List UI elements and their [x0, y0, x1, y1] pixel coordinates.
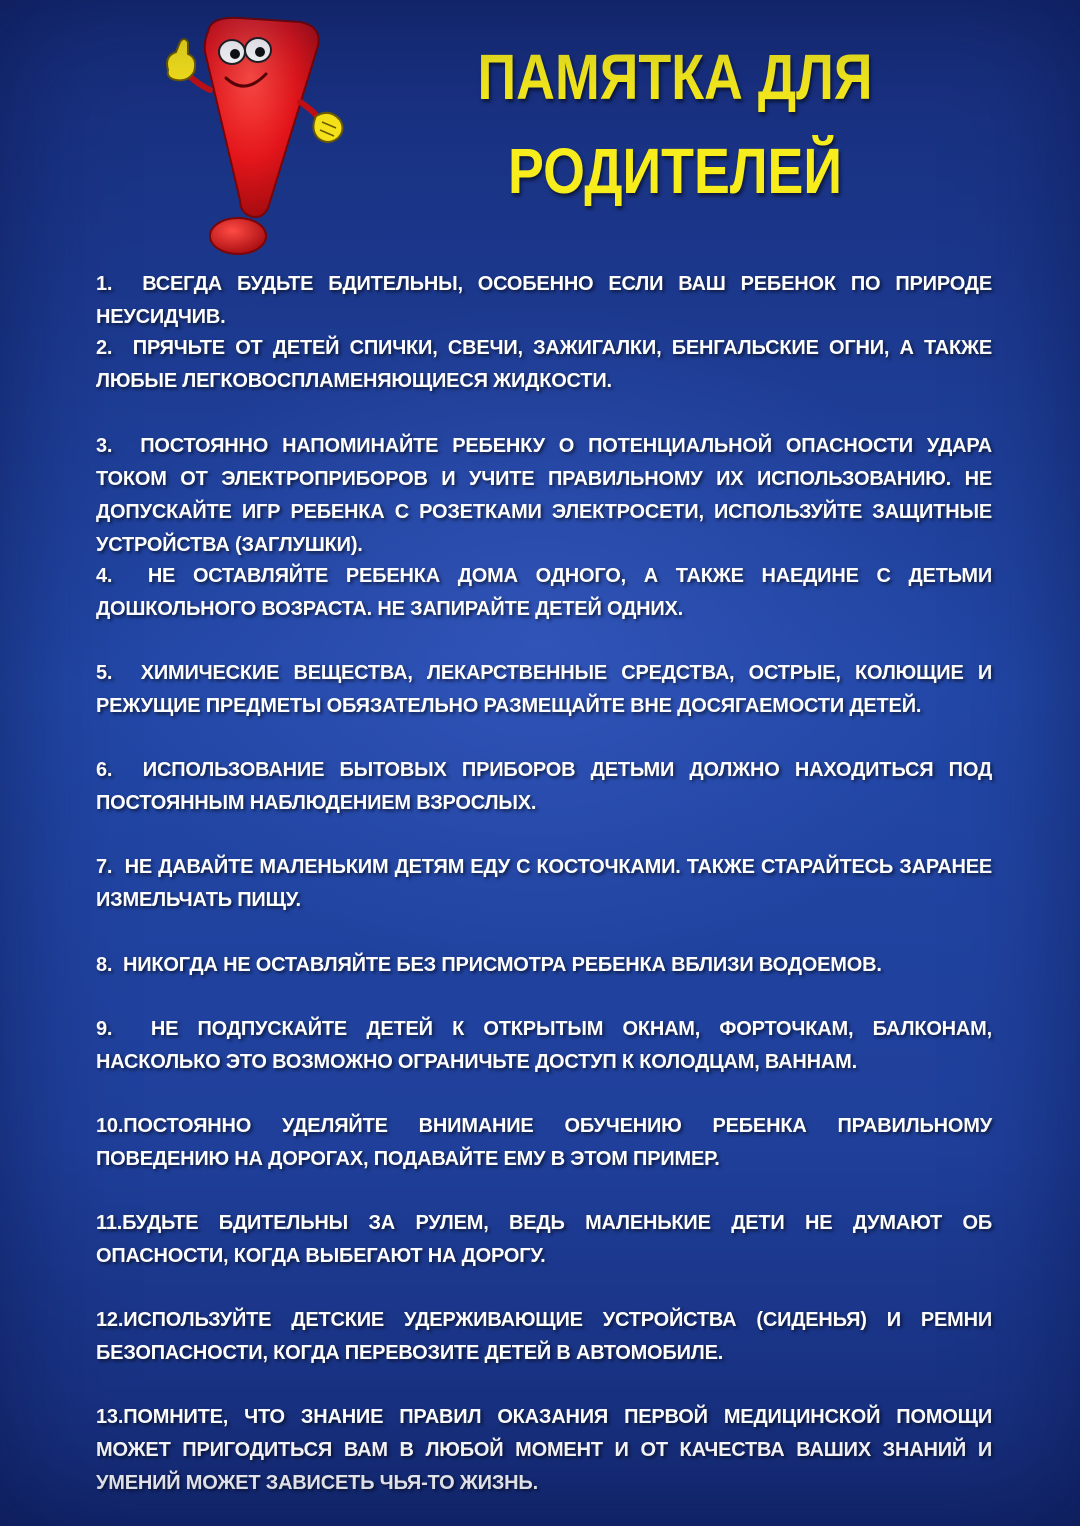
rule-text: ПОСТОЯННО НАПОМИНАЙТЕ РЕБЕНКУ О ПОТЕНЦИАЛЬНОЙ ОПАСНОСТИ УДАРА ТОКОМ ОТ ЭЛЕКТРОПРИБОРОВ И УЧИТЕ ПРАВИЛЬНОМУ ИХ ИСПОЛЬЗОВАНИЮ. НЕ ДОПУСКАЙТЕ ИГР РЕБЕНКА С РОЗЕТКАМИ ЭЛЕКТРОСЕТИ, ИСПОЛЬЗУЙТЕ ЗАЩИТНЫЕ УСТРОЙСТВА (ЗАГЛУШКИ). — [96, 435, 992, 556]
rule-text: ПОМНИТЕ, ЧТО ЗНАНИЕ ПРАВИЛ ОКАЗАНИЯ ПЕРВОЙ МЕДИЦИНСКОЙ ПОМОЩИ МОЖЕТ ПРИГОДИТЬСЯ ВАМ В ЛЮБОЙ МОМЕНТ И ОТ КАЧЕСТВА ВАШИХ ЗНАНИЙ И УМЕНИЙ МОЖЕТ ЗАВИСЕТЬ ЧЬЯ-ТО ЖИЗНЬ. — [96, 1406, 992, 1494]
rule-number: 6. — [96, 759, 113, 781]
rule-number: 8. — [96, 954, 113, 976]
exclamation-mark-mascot-icon — [150, 12, 350, 262]
rule-number: 5. — [96, 662, 113, 684]
rule-item-13 — [96, 1401, 992, 1500]
rule-item-3 — [96, 430, 992, 562]
rule-item-8 — [96, 949, 992, 982]
rule-item-2 — [96, 332, 992, 398]
rule-text: БУДЬТЕ БДИТЕЛЬНЫ ЗА РУЛЕМ, ВЕДЬ МАЛЕНЬКИЕ ДЕТИ НЕ ДУМАЮТ ОБ ОПАСНОСТИ, КОГДА ВЫБЕГАЮТ НА ДОРОГУ. — [96, 1212, 992, 1267]
rule-number: 13. — [96, 1406, 124, 1428]
rule-number: 1. — [96, 273, 113, 295]
rule-number: 9. — [96, 1018, 113, 1040]
rule-text: ПОСТОЯННО УДЕЛЯЙТЕ ВНИМАНИЕ ОБУЧЕНИЮ РЕБЕНКА ПРАВИЛЬНОМУ ПОВЕДЕНИЮ НА ДОРОГАХ, ПОДАВАЙТЕ ЕМУ В ЭТОМ ПРИМЕР. — [96, 1115, 992, 1170]
rule-text: ИСПОЛЬЗОВАНИЕ БЫТОВЫХ ПРИБОРОВ ДЕТЬМИ ДОЛЖНО НАХОДИТЬСЯ ПОД ПОСТОЯННЫМ НАБЛЮДЕНИЕМ ВЗРОСЛЫХ. — [96, 759, 992, 814]
rule-item-11 — [96, 1207, 992, 1273]
rule-item-1 — [96, 268, 992, 334]
title-line-1: ПАМЯТКА ДЛЯ — [477, 41, 873, 113]
rule-text: НЕ ОСТАВЛЯЙТЕ РЕБЕНКА ДОМА ОДНОГО, А ТАКЖЕ НАЕДИНЕ С ДЕТЬМИ ДОШКОЛЬНОГО ВОЗРАСТА. НЕ ЗАПИРАЙТЕ ДЕТЕЙ ОДНИХ. — [96, 565, 992, 620]
rule-number: 10. — [96, 1115, 124, 1137]
rule-number: 12. — [96, 1309, 124, 1331]
rule-text: ИСПОЛЬЗУЙТЕ ДЕТСКИЕ УДЕРЖИВАЮЩИЕ УСТРОЙСТВА (СИДЕНЬЯ) И РЕМНИ БЕЗОПАСНОСТИ, КОГДА ПЕРЕВОЗИТЕ ДЕТЕЙ В АВТОМОБИЛЕ. — [96, 1309, 992, 1364]
rule-number: 2. — [96, 337, 113, 359]
rule-item-5 — [96, 657, 992, 723]
rule-item-6 — [96, 754, 992, 820]
rule-number: 11. — [96, 1212, 123, 1234]
rule-text: ВСЕГДА БУДЬТЕ БДИТЕЛЬНЫ, ОСОБЕННО ЕСЛИ ВАШ РЕБЕНОК ПО ПРИРОДЕ НЕУСИДЧИВ. — [96, 273, 992, 328]
rule-number: 3. — [96, 435, 113, 457]
rule-text: НЕ ДАВАЙТЕ МАЛЕНЬКИМ ДЕТЯМ ЕДУ С КОСТОЧКАМИ. ТАКЖЕ СТАРАЙТЕСЬ ЗАРАНЕЕ ИЗМЕЛЬЧАТЬ ПИЩУ. — [96, 856, 992, 911]
rule-number: 4. — [96, 565, 113, 587]
rule-text: ПРЯЧЬТЕ ОТ ДЕТЕЙ СПИЧКИ, СВЕЧИ, ЗАЖИГАЛКИ, БЕНГАЛЬСКИЕ ОГНИ, А ТАКЖЕ ЛЮБЫЕ ЛЕГКОВОСПЛАМЕНЯЮЩИЕСЯ ЖИДКОСТИ. — [96, 337, 993, 392]
rule-text: НЕ ПОДПУСКАЙТЕ ДЕТЕЙ К ОТКРЫТЫМ ОКНАМ, ФОРТОЧКАМ, БАЛКОНАМ, НАСКОЛЬКО ЭТО ВОЗМОЖНО ОГРАНИЧЬТЕ ДОСТУП К КОЛОДЦАМ, ВАННАМ. — [96, 1018, 992, 1073]
rule-item-4 — [96, 560, 992, 626]
rule-item-9 — [96, 1013, 992, 1079]
rule-number: 7. — [96, 856, 113, 878]
rule-item-10 — [96, 1110, 992, 1176]
title-line-2: РОДИТЕЛЕЙ — [507, 135, 843, 207]
rule-item-7 — [96, 851, 992, 917]
rule-item-12 — [96, 1304, 992, 1370]
page-title — [469, 30, 881, 218]
rule-text: НИКОГДА НЕ ОСТАВЛЯЙТЕ БЕЗ ПРИСМОТРА РЕБЕНКА ВБЛИЗИ ВОДОЕМОВ. — [123, 954, 882, 976]
rule-text: ХИМИЧЕСКИЕ ВЕЩЕСТВА, ЛЕКАРСТВЕННЫЕ СРЕДСТВА, ОСТРЫЕ, КОЛЮЩИЕ И РЕЖУЩИЕ ПРЕДМЕТЫ ОБЯЗАТЕЛЬНО РАЗМЕЩАЙТЕ ВНЕ ДОСЯГАЕМОСТИ ДЕТЕЙ. — [96, 662, 993, 717]
